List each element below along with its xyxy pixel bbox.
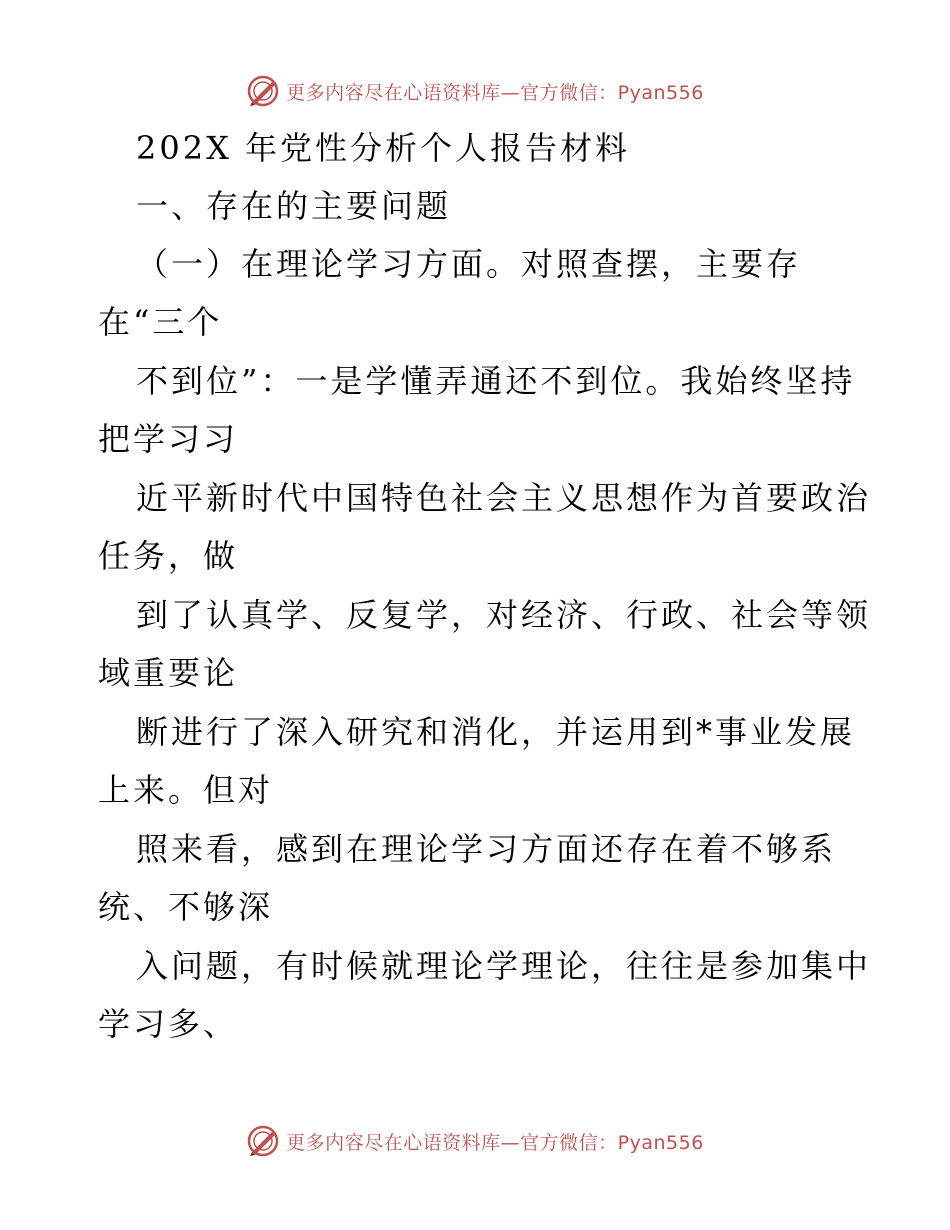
paragraph-line: （一）在理论学习方面。对照查摆，主要存 [136,245,802,283]
paragraph-line: 到了认真学、反复学，对经济、行政、社会等领 [136,596,872,634]
header-banner [0,71,950,111]
section-heading: 一、存在的主要问题 [136,187,452,225]
paragraph-line: 照来看，感到在理论学习方面还存在着不够系 [136,830,837,868]
paragraph-line: 任务，做 [98,537,239,575]
paragraph-line: 把学习习 [98,420,239,458]
header-banner-text: 更多内容尽在心语资料库—官方微信：Pyan556 [286,81,704,104]
pen-logo-icon [246,74,280,108]
paragraph-line: 上来。但对 [98,771,274,809]
document-title: 202X 年党性分析个人报告材料 [136,129,631,167]
paragraph-line: 统、不够深 [98,888,274,926]
paragraph-line: 近平新时代中国特色社会主义思想作为首要政治 [136,479,872,517]
paragraph-line: 在“三个 [98,303,223,341]
paragraph-line: 学习多、 [98,1005,239,1043]
footer-banner-text: 更多内容尽在心语资料库—官方微信：Pyan556 [286,1131,704,1154]
pen-logo-icon [246,1124,280,1158]
paragraph-line: 断进行了深入研究和消化，并运用到*事业发展 [136,713,856,751]
paragraph-line: 不到位”：一是学懂弄通还不到位。我始终坚持 [136,362,856,400]
paragraph-line: 域重要论 [98,654,239,692]
footer-banner [0,1121,950,1161]
paragraph-line: 入问题，有时候就理论学理论，往往是参加集中 [136,947,872,985]
